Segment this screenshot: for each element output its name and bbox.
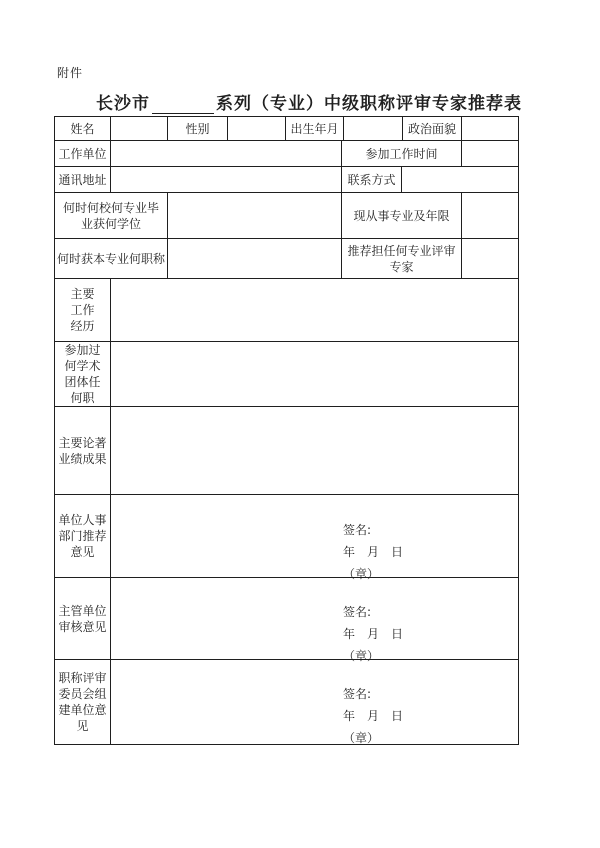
- graduation-label: 何时何校何专业毕业获何学位: [55, 193, 168, 239]
- date-line: 年 月 日: [343, 545, 404, 559]
- supervisor-opinion-field[interactable]: [111, 578, 518, 660]
- hr-signature-block: [343, 519, 403, 585]
- seal-label: （章）: [343, 731, 380, 745]
- hr-opinion-field[interactable]: [111, 495, 518, 578]
- current-major-field[interactable]: [462, 193, 518, 239]
- work-start-label: 参加工作时间: [342, 141, 462, 167]
- name-field[interactable]: [111, 117, 168, 141]
- birth-label: 出生年月: [286, 117, 344, 141]
- address-label: 通讯地址: [55, 167, 111, 193]
- seal-label: （章）: [343, 567, 380, 581]
- title-blank[interactable]: [152, 97, 214, 114]
- political-status-label: 政治面貌: [403, 117, 462, 141]
- date-line: 年 月 日: [343, 709, 404, 723]
- title-prefix: 长沙市: [96, 94, 150, 114]
- page-title: [96, 89, 522, 114]
- title-obtained-field[interactable]: [168, 239, 342, 279]
- seal-label: （章）: [343, 649, 380, 663]
- address-field[interactable]: [111, 167, 342, 193]
- work-unit-label: 工作单位: [55, 141, 111, 167]
- graduation-field[interactable]: [168, 193, 342, 239]
- supervisor-opinion-label: 主管单位审核意见: [55, 578, 111, 660]
- title-obtained-label: 何时获本专业何职称: [55, 239, 168, 279]
- work-experience-field[interactable]: [111, 279, 518, 342]
- gender-field[interactable]: [228, 117, 286, 141]
- academic-groups-field[interactable]: [111, 342, 518, 407]
- supervisor-signature-block: [343, 601, 403, 667]
- contact-field[interactable]: [402, 167, 518, 193]
- current-major-label: 现从事专业及年限: [342, 193, 462, 239]
- birth-field[interactable]: [344, 117, 403, 141]
- sign-label: 签名:: [343, 523, 372, 537]
- academic-groups-label: 参加过何学术团体任何职: [55, 342, 111, 407]
- committee-opinion-field[interactable]: [111, 660, 518, 744]
- hr-opinion-label: 单位人事部门推荐意见: [55, 495, 111, 578]
- recommended-major-label: 推荐担任何专业评审专家: [342, 239, 462, 279]
- attachment-label: 附件: [57, 66, 84, 80]
- contact-label: 联系方式: [342, 167, 402, 193]
- name-label: 姓名: [55, 117, 111, 141]
- title-suffix: 系列（专业）中级职称评审专家推荐表: [216, 94, 522, 114]
- date-line: 年 月 日: [343, 627, 404, 641]
- committee-opinion-label: 职称评审委员会组建单位意见: [55, 660, 111, 744]
- sign-label: 签名:: [343, 687, 372, 701]
- achievements-field[interactable]: [111, 407, 518, 495]
- committee-signature-block: [343, 683, 403, 749]
- gender-label: 性别: [168, 117, 228, 141]
- recommended-major-field[interactable]: [462, 239, 518, 279]
- political-status-field[interactable]: [462, 117, 518, 141]
- achievements-label: 主要论著业绩成果: [55, 407, 111, 495]
- sign-label: 签名:: [343, 605, 372, 619]
- work-unit-field[interactable]: [111, 141, 342, 167]
- work-start-field[interactable]: [462, 141, 518, 167]
- recommendation-form: [54, 116, 519, 745]
- work-experience-label: 主要工作经历: [55, 279, 111, 342]
